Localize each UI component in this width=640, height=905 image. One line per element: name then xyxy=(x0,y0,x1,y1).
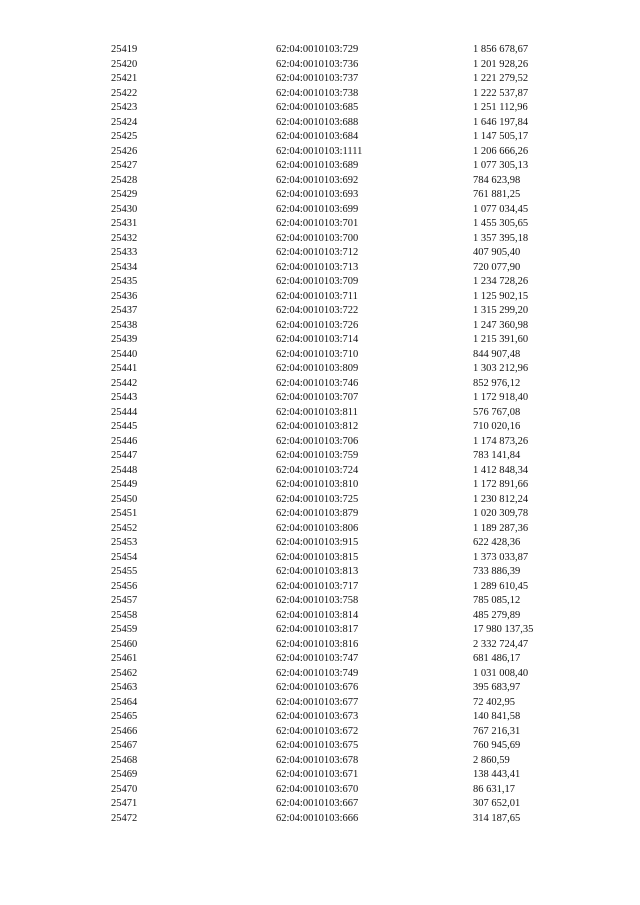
cadastral-number: 62:04:0010103:678 xyxy=(276,754,359,766)
cadastral-value: 1 147 505,17 xyxy=(473,131,529,142)
row-number: 25423 xyxy=(111,102,138,113)
cadastral-number: 62:04:0010103:709 xyxy=(276,276,359,287)
cadastral-number: 62:04:0010103:747 xyxy=(276,653,359,664)
cadastral-number: 62:04:0010103:666 xyxy=(276,812,359,824)
cadastral-number: 62:04:0010103:759 xyxy=(276,450,359,461)
cadastral-value: 72 402,95 xyxy=(473,696,515,708)
cadastral-number: 62:04:0010103:749 xyxy=(276,667,359,679)
row-number: 25461 xyxy=(111,653,138,664)
table-row xyxy=(0,507,640,522)
table-row xyxy=(0,768,640,783)
row-number: 25441 xyxy=(111,363,138,374)
cadastral-number: 62:04:0010103:673 xyxy=(276,711,359,722)
cadastral-number: 62:04:0010103:699 xyxy=(276,203,359,215)
cadastral-value: 1 189 287,36 xyxy=(473,522,529,534)
row-number: 25451 xyxy=(111,508,138,519)
cadastral-value: 1 357 395,18 xyxy=(473,232,529,244)
table-row xyxy=(0,435,640,450)
table-row xyxy=(0,652,640,667)
cadastral-number: 62:04:0010103:816 xyxy=(276,638,359,650)
row-number: 25438 xyxy=(111,319,138,331)
cadastral-value: 622 428,36 xyxy=(473,537,521,548)
row-number: 25443 xyxy=(111,392,138,403)
cadastral-value: 1 125 902,15 xyxy=(473,290,529,302)
table-row xyxy=(0,246,640,261)
cadastral-value: 1 206 666,26 xyxy=(473,145,529,157)
table-row xyxy=(0,87,640,102)
cadastral-number: 62:04:0010103:729 xyxy=(276,44,359,55)
cadastral-value: 681 486,17 xyxy=(473,653,521,664)
cadastral-number: 62:04:0010103:812 xyxy=(276,421,359,432)
row-number: 25460 xyxy=(111,638,138,650)
row-number: 25431 xyxy=(111,218,138,229)
cadastral-value: 1 031 008,40 xyxy=(473,667,529,679)
cadastral-value: 760 945,69 xyxy=(473,740,521,751)
table-row xyxy=(0,101,640,116)
cadastral-number: 62:04:0010103:758 xyxy=(276,595,359,606)
row-number: 25445 xyxy=(111,421,138,432)
row-number: 25446 xyxy=(111,435,138,447)
cadastral-number: 62:04:0010103:692 xyxy=(276,174,359,186)
cadastral-value: 783 141,84 xyxy=(473,450,521,461)
cadastral-value: 1 077 034,45 xyxy=(473,203,529,215)
table-row xyxy=(0,232,640,247)
table-row xyxy=(0,188,640,203)
cadastral-value: 2 332 724,47 xyxy=(473,638,529,650)
cadastral-number: 62:04:0010103:712 xyxy=(276,247,359,258)
row-number: 25420 xyxy=(111,58,138,70)
cadastral-number: 62:04:0010103:811 xyxy=(276,406,358,418)
row-number: 25421 xyxy=(111,73,138,84)
table-row xyxy=(0,174,640,189)
cadastral-value: 1 646 197,84 xyxy=(473,116,529,128)
row-number: 25426 xyxy=(111,145,138,157)
table-row xyxy=(0,130,640,145)
table-row xyxy=(0,522,640,537)
row-number: 25466 xyxy=(111,725,138,737)
row-number: 25422 xyxy=(111,87,138,99)
cadastral-value: 1 221 279,52 xyxy=(473,73,529,84)
table-row xyxy=(0,261,640,276)
row-number: 25465 xyxy=(111,711,138,722)
cadastral-value: 140 841,58 xyxy=(473,711,521,722)
row-number: 25444 xyxy=(111,406,138,418)
cadastral-value: 1 251 112,96 xyxy=(473,102,528,113)
cadastral-number: 62:04:0010103:725 xyxy=(276,493,359,505)
cadastral-value: 2 860,59 xyxy=(473,754,510,766)
row-number: 25452 xyxy=(111,522,138,534)
cadastral-value: 1 373 033,87 xyxy=(473,551,529,563)
row-number: 25434 xyxy=(111,261,138,273)
table-row xyxy=(0,797,640,812)
table-row xyxy=(0,754,640,769)
table-row xyxy=(0,493,640,508)
cadastral-value: 1 172 891,66 xyxy=(473,479,529,490)
cadastral-value: 407 905,40 xyxy=(473,247,521,258)
cadastral-value: 1 215 391,60 xyxy=(473,334,529,345)
table-row xyxy=(0,725,640,740)
cadastral-value: 1 315 299,20 xyxy=(473,305,529,316)
table-row xyxy=(0,551,640,566)
cadastral-number: 62:04:0010103:667 xyxy=(276,798,359,809)
cadastral-number: 62:04:0010103:724 xyxy=(276,464,359,476)
table-row xyxy=(0,348,640,363)
table-row xyxy=(0,362,640,377)
table-row xyxy=(0,72,640,87)
cadastral-value: 1 234 728,26 xyxy=(473,276,529,287)
row-number: 25430 xyxy=(111,203,138,215)
row-number: 25470 xyxy=(111,783,138,795)
cadastral-value: 1 222 537,87 xyxy=(473,87,529,99)
cadastral-value: 138 443,41 xyxy=(473,769,521,780)
cadastral-value: 1 020 309,78 xyxy=(473,508,529,519)
cadastral-value: 576 767,08 xyxy=(473,406,521,418)
cadastral-value: 720 077,90 xyxy=(473,261,521,273)
row-number: 25453 xyxy=(111,537,138,548)
cadastral-value: 1 174 873,26 xyxy=(473,435,529,447)
row-number: 25455 xyxy=(111,566,138,577)
row-number: 25450 xyxy=(111,493,138,505)
cadastral-number: 62:04:0010103:688 xyxy=(276,116,359,128)
row-number: 25448 xyxy=(111,464,138,476)
cadastral-number: 62:04:0010103:714 xyxy=(276,334,359,345)
row-number: 25471 xyxy=(111,798,138,809)
cadastral-value: 710 020,16 xyxy=(473,421,521,432)
cadastral-number: 62:04:0010103:713 xyxy=(276,261,359,273)
cadastral-value: 485 279,89 xyxy=(473,609,521,621)
table-row xyxy=(0,536,640,551)
cadastral-number: 62:04:0010103:685 xyxy=(276,102,359,113)
table-row xyxy=(0,783,640,798)
table-row xyxy=(0,609,640,624)
cadastral-number: 62:04:0010103:706 xyxy=(276,435,359,447)
row-number: 25442 xyxy=(111,377,138,389)
cadastral-number: 62:04:0010103:746 xyxy=(276,377,359,389)
table-row xyxy=(0,449,640,464)
cadastral-number: 62:04:0010103:701 xyxy=(276,218,359,229)
table-row xyxy=(0,406,640,421)
cadastral-number: 62:04:0010103:672 xyxy=(276,725,359,737)
cadastral-value: 86 631,17 xyxy=(473,783,515,795)
cadastral-value: 1 455 305,65 xyxy=(473,218,529,229)
table-row xyxy=(0,623,640,638)
row-number: 25447 xyxy=(111,450,138,461)
row-number: 25464 xyxy=(111,696,138,708)
cadastral-number: 62:04:0010103:738 xyxy=(276,87,359,99)
row-number: 25457 xyxy=(111,595,138,606)
cadastral-number: 62:04:0010103:711 xyxy=(276,290,358,302)
cadastral-value: 1 230 812,24 xyxy=(473,493,529,505)
table-row xyxy=(0,58,640,73)
row-number: 25436 xyxy=(111,290,138,302)
row-number: 25435 xyxy=(111,276,138,287)
row-number: 25437 xyxy=(111,305,138,316)
cadastral-number: 62:04:0010103:806 xyxy=(276,522,359,534)
table-row xyxy=(0,681,640,696)
cadastral-value: 767 216,31 xyxy=(473,725,521,737)
cadastral-value: 1 172 918,40 xyxy=(473,392,529,403)
cadastral-value: 314 187,65 xyxy=(473,812,521,824)
cadastral-number: 62:04:0010103:707 xyxy=(276,392,359,403)
cadastral-value: 1 077 305,13 xyxy=(473,160,529,171)
cadastral-number: 62:04:0010103:814 xyxy=(276,609,359,621)
row-number: 25469 xyxy=(111,769,138,780)
cadastral-value: 1 412 848,34 xyxy=(473,464,529,476)
row-number: 25463 xyxy=(111,682,138,693)
cadastral-number: 62:04:0010103:693 xyxy=(276,189,359,200)
row-number: 25428 xyxy=(111,174,138,186)
row-number: 25440 xyxy=(111,348,138,360)
cadastral-value: 17 980 137,35 xyxy=(473,624,534,635)
cadastral-number: 62:04:0010103:710 xyxy=(276,348,359,360)
table-row xyxy=(0,319,640,334)
cadastral-number: 62:04:0010103:722 xyxy=(276,305,359,316)
cadastral-number: 62:04:0010103:671 xyxy=(276,769,359,780)
table-row xyxy=(0,478,640,493)
cadastral-value: 785 085,12 xyxy=(473,595,521,606)
row-number: 25425 xyxy=(111,131,138,142)
cadastral-number: 62:04:0010103:726 xyxy=(276,319,359,331)
cadastral-number: 62:04:0010103:736 xyxy=(276,58,359,70)
table-row xyxy=(0,275,640,290)
row-number: 25468 xyxy=(111,754,138,766)
cadastral-value: 761 881,25 xyxy=(473,189,521,200)
table-row xyxy=(0,638,640,653)
table-row xyxy=(0,116,640,131)
row-number: 25432 xyxy=(111,232,138,244)
cadastral-number: 62:04:0010103:700 xyxy=(276,232,359,244)
cadastral-value: 844 907,48 xyxy=(473,348,521,360)
cadastral-value: 733 886,39 xyxy=(473,566,521,577)
table-row xyxy=(0,667,640,682)
row-number: 25433 xyxy=(111,247,138,258)
row-number: 25429 xyxy=(111,189,138,200)
row-number: 25424 xyxy=(111,116,138,128)
table-row xyxy=(0,391,640,406)
cadastral-number: 62:04:0010103:689 xyxy=(276,160,359,171)
cadastral-value-table xyxy=(0,43,640,826)
cadastral-number: 62:04:0010103:670 xyxy=(276,783,359,795)
cadastral-number: 62:04:0010103:676 xyxy=(276,682,359,693)
table-row xyxy=(0,159,640,174)
cadastral-number: 62:04:0010103:879 xyxy=(276,508,359,519)
table-row xyxy=(0,420,640,435)
row-number: 25459 xyxy=(111,624,138,635)
cadastral-number: 62:04:0010103:677 xyxy=(276,696,359,708)
table-row xyxy=(0,304,640,319)
table-row xyxy=(0,580,640,595)
table-row xyxy=(0,377,640,392)
cadastral-number: 62:04:0010103:684 xyxy=(276,131,359,142)
row-number: 25454 xyxy=(111,551,138,563)
row-number: 25472 xyxy=(111,812,138,824)
row-number: 25467 xyxy=(111,740,138,751)
cadastral-value: 784 623,98 xyxy=(473,174,521,186)
row-number: 25456 xyxy=(111,580,138,592)
table-row xyxy=(0,333,640,348)
cadastral-number: 62:04:0010103:1111 xyxy=(276,145,363,157)
row-number: 25439 xyxy=(111,334,138,345)
row-number: 25427 xyxy=(111,160,138,171)
cadastral-value: 1 303 212,96 xyxy=(473,363,529,374)
cadastral-number: 62:04:0010103:815 xyxy=(276,551,359,563)
cadastral-number: 62:04:0010103:717 xyxy=(276,580,359,592)
cadastral-number: 62:04:0010103:915 xyxy=(276,537,359,548)
cadastral-value: 307 652,01 xyxy=(473,798,521,809)
table-row xyxy=(0,145,640,160)
cadastral-value: 395 683,97 xyxy=(473,682,521,693)
cadastral-value: 1 201 928,26 xyxy=(473,58,529,70)
row-number: 25449 xyxy=(111,479,138,490)
table-row xyxy=(0,565,640,580)
row-number: 25462 xyxy=(111,667,138,679)
table-row xyxy=(0,43,640,58)
table-row xyxy=(0,696,640,711)
row-number: 25419 xyxy=(111,44,138,55)
table-row xyxy=(0,203,640,218)
cadastral-number: 62:04:0010103:675 xyxy=(276,740,359,751)
cadastral-number: 62:04:0010103:809 xyxy=(276,363,359,374)
table-row xyxy=(0,464,640,479)
cadastral-value: 1 247 360,98 xyxy=(473,319,529,331)
table-row xyxy=(0,290,640,305)
table-row xyxy=(0,812,640,827)
row-number: 25458 xyxy=(111,609,138,621)
cadastral-value: 1 856 678,67 xyxy=(473,44,529,55)
cadastral-value: 852 976,12 xyxy=(473,377,521,389)
cadastral-value: 1 289 610,45 xyxy=(473,580,529,592)
cadastral-number: 62:04:0010103:813 xyxy=(276,566,359,577)
table-row xyxy=(0,594,640,609)
cadastral-number: 62:04:0010103:737 xyxy=(276,73,359,84)
cadastral-number: 62:04:0010103:817 xyxy=(276,624,359,635)
table-row xyxy=(0,710,640,725)
table-row xyxy=(0,739,640,754)
table-row xyxy=(0,217,640,232)
cadastral-number: 62:04:0010103:810 xyxy=(276,479,359,490)
